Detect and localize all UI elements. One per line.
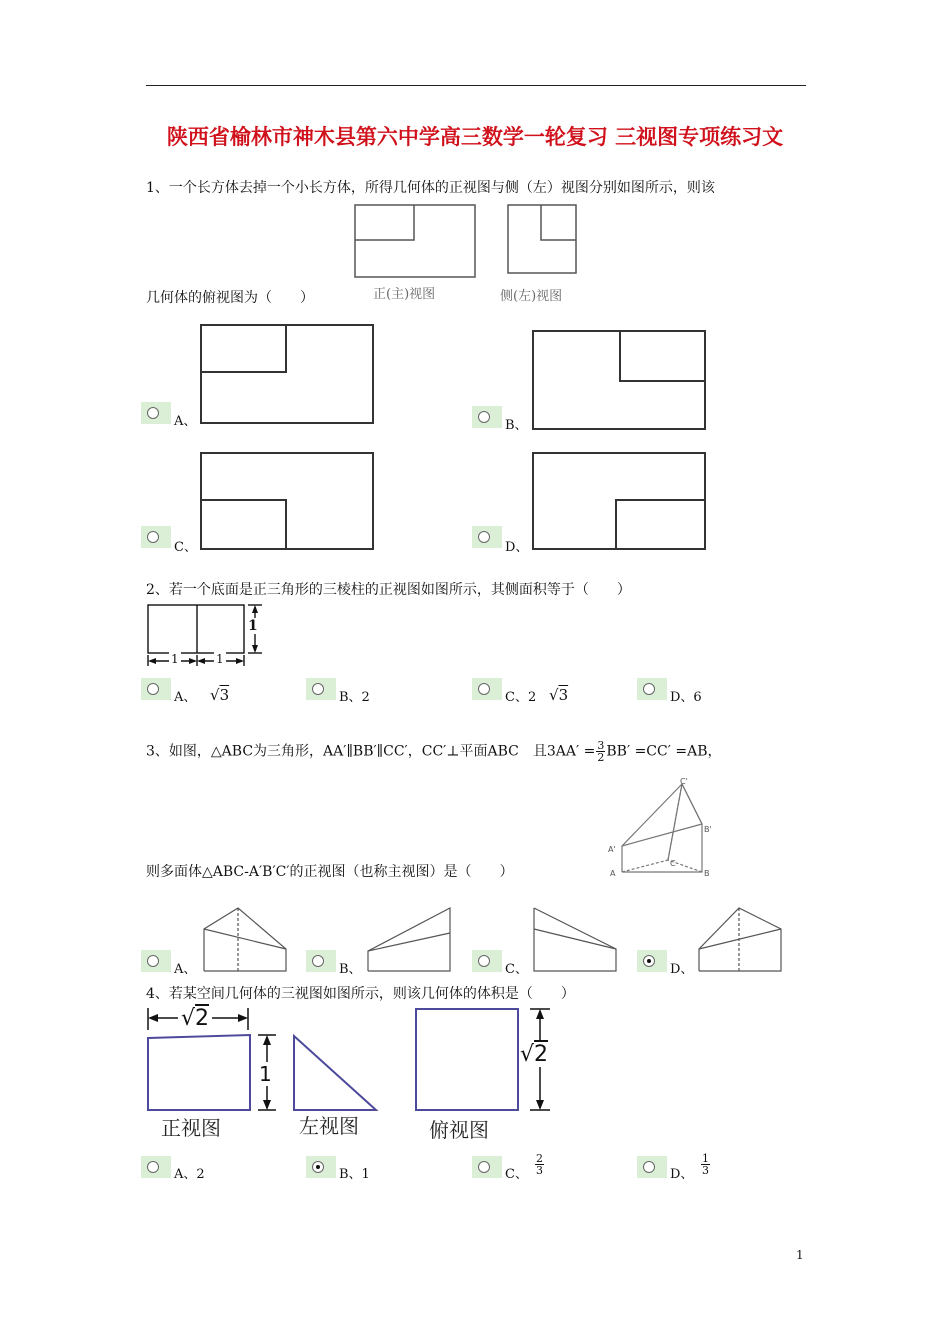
q4-left-view-caption: 左视图 bbox=[299, 1114, 359, 1138]
q1-option-c-label: C、 bbox=[174, 540, 197, 555]
q4-option-c-fraction bbox=[535, 1153, 544, 1176]
q3-text-main: 3、如图，△ABC为三角形，AA′∥BB′∥CC′，CC′⊥平面ABC 且3AA′ = bbox=[146, 743, 596, 760]
q3-option-a-label: A、 bbox=[174, 962, 197, 977]
page-title: 陕西省榆林市神木县第六中学高三数学一轮复习 三视图专项练习文 bbox=[166, 124, 784, 149]
q2-option-d-label: D、6 bbox=[670, 690, 702, 705]
header-rule bbox=[146, 85, 806, 86]
q3-fraction bbox=[596, 740, 605, 763]
q3-option-c-radio[interactable] bbox=[472, 950, 502, 972]
q4-option-c-num: 2 bbox=[536, 1152, 543, 1165]
question-2-text: 2、若一个底面是正三角形的三棱柱的正视图如图所示，其侧面积等于（ ） bbox=[146, 582, 631, 598]
q4-dim-height: 1 bbox=[259, 1062, 272, 1086]
q2-option-c-radio[interactable] bbox=[472, 678, 502, 700]
question-4-text: 4、若某空间几何体的三视图如图所示，则该几何体的体积是（ ） bbox=[146, 986, 575, 1002]
q2-option-c-value: √3 bbox=[549, 686, 569, 704]
q3-option-d-figure bbox=[693, 903, 787, 975]
q4-option-d-den: 3 bbox=[702, 1164, 709, 1177]
q4-option-b-radio[interactable] bbox=[306, 1156, 336, 1178]
q2-option-b-radio[interactable] bbox=[306, 678, 336, 700]
q1-option-a-radio[interactable] bbox=[141, 402, 171, 424]
q3-option-a-radio[interactable] bbox=[141, 950, 171, 972]
q2-option-b-label: B、2 bbox=[339, 690, 370, 705]
q3-option-d-radio[interactable] bbox=[637, 950, 667, 972]
page-number: 1 bbox=[796, 1248, 804, 1262]
q1-option-d-label: D、 bbox=[505, 540, 529, 555]
q4-option-d-num: 1 bbox=[702, 1152, 709, 1165]
q2-dim-width-1: 1 bbox=[171, 652, 179, 666]
q3-option-c-figure bbox=[528, 903, 622, 975]
q3-text-tail: BB′ =CC′ =AB， bbox=[606, 743, 722, 760]
q1-option-b-figure bbox=[528, 326, 713, 436]
q2-front-view bbox=[140, 600, 275, 672]
q1-option-b-radio[interactable] bbox=[472, 406, 502, 428]
q1-option-d-figure bbox=[528, 448, 713, 553]
q2-option-a-value: √3 bbox=[210, 686, 230, 704]
q3-option-b-figure bbox=[362, 903, 456, 975]
q1-option-d-radio[interactable] bbox=[472, 526, 502, 548]
q2-option-c-label: C、2 bbox=[505, 690, 537, 705]
q4-option-b-label: B、1 bbox=[339, 1167, 370, 1182]
q4-option-c-label: C、 bbox=[505, 1167, 528, 1182]
q4-option-a-label: A、2 bbox=[174, 1167, 205, 1182]
q2-option-a-radicand: 3 bbox=[219, 686, 230, 704]
q4-option-d-fraction bbox=[701, 1153, 710, 1176]
side-view-caption: 侧(左)视图 bbox=[500, 289, 563, 304]
q4-option-a-radio[interactable] bbox=[141, 1156, 171, 1178]
q3-label-c1: C' bbox=[680, 777, 688, 786]
q3-option-c-label: C、 bbox=[505, 962, 528, 977]
question-1-text: 1、一个长方体去掉一个小长方体，所得几何体的正视图与侧（左）视图分别如图所示，则该 bbox=[146, 180, 715, 196]
q4-option-d-label: D、 bbox=[670, 1167, 694, 1182]
q2-dim-height: 1 bbox=[248, 618, 258, 634]
q4-dim-top-radicand: 2 bbox=[195, 1006, 210, 1031]
q3-fraction-num: 3 bbox=[597, 739, 605, 752]
question-3-text bbox=[146, 740, 722, 763]
question-3-text-cont: 则多面体△ABC-A′B′C′的正视图（也称主视图）是（ ） bbox=[146, 864, 514, 880]
question-1-text-cont: 几何体的俯视图为（ ） bbox=[146, 290, 314, 306]
q3-option-a-figure bbox=[198, 903, 292, 975]
q4-option-d-radio[interactable] bbox=[637, 1156, 667, 1178]
q3-fraction-den: 2 bbox=[597, 751, 605, 764]
q3-polyhedron-figure bbox=[604, 776, 724, 880]
q3-label-a1: A' bbox=[608, 845, 616, 854]
q4-dim-right-radicand: 2 bbox=[534, 1042, 549, 1067]
q4-dim-top: √2 bbox=[178, 1006, 212, 1031]
q4-top-view-caption: 俯视图 bbox=[429, 1118, 489, 1142]
q1-option-a-label: A、 bbox=[174, 414, 197, 429]
q3-label-c: C bbox=[670, 859, 676, 868]
q3-label-b: B bbox=[704, 869, 710, 878]
q2-dim-width-2: 1 bbox=[216, 652, 224, 666]
q3-label-b1: B' bbox=[704, 825, 712, 834]
q1-option-c-figure bbox=[196, 448, 381, 553]
q1-option-a-figure bbox=[196, 320, 381, 430]
q3-option-b-label: B、 bbox=[339, 962, 362, 977]
q4-front-view-caption: 正视图 bbox=[161, 1116, 221, 1140]
q2-option-a-radio[interactable] bbox=[141, 678, 171, 700]
q4-option-c-den: 3 bbox=[536, 1164, 543, 1177]
q1-option-b-label: B、 bbox=[505, 418, 528, 433]
q3-option-d-label: D、 bbox=[670, 962, 694, 977]
q2-option-c-radicand: 3 bbox=[558, 686, 569, 704]
q1-option-c-radio[interactable] bbox=[141, 526, 171, 548]
q4-option-c-radio[interactable] bbox=[472, 1156, 502, 1178]
q3-label-a: A bbox=[610, 869, 616, 878]
q2-option-a-label: A、 bbox=[174, 690, 197, 705]
q2-option-d-radio[interactable] bbox=[637, 678, 667, 700]
q4-dim-right: √2 bbox=[520, 1042, 549, 1067]
q3-option-b-radio[interactable] bbox=[306, 950, 336, 972]
front-view-caption: 正(主)视图 bbox=[373, 287, 436, 302]
